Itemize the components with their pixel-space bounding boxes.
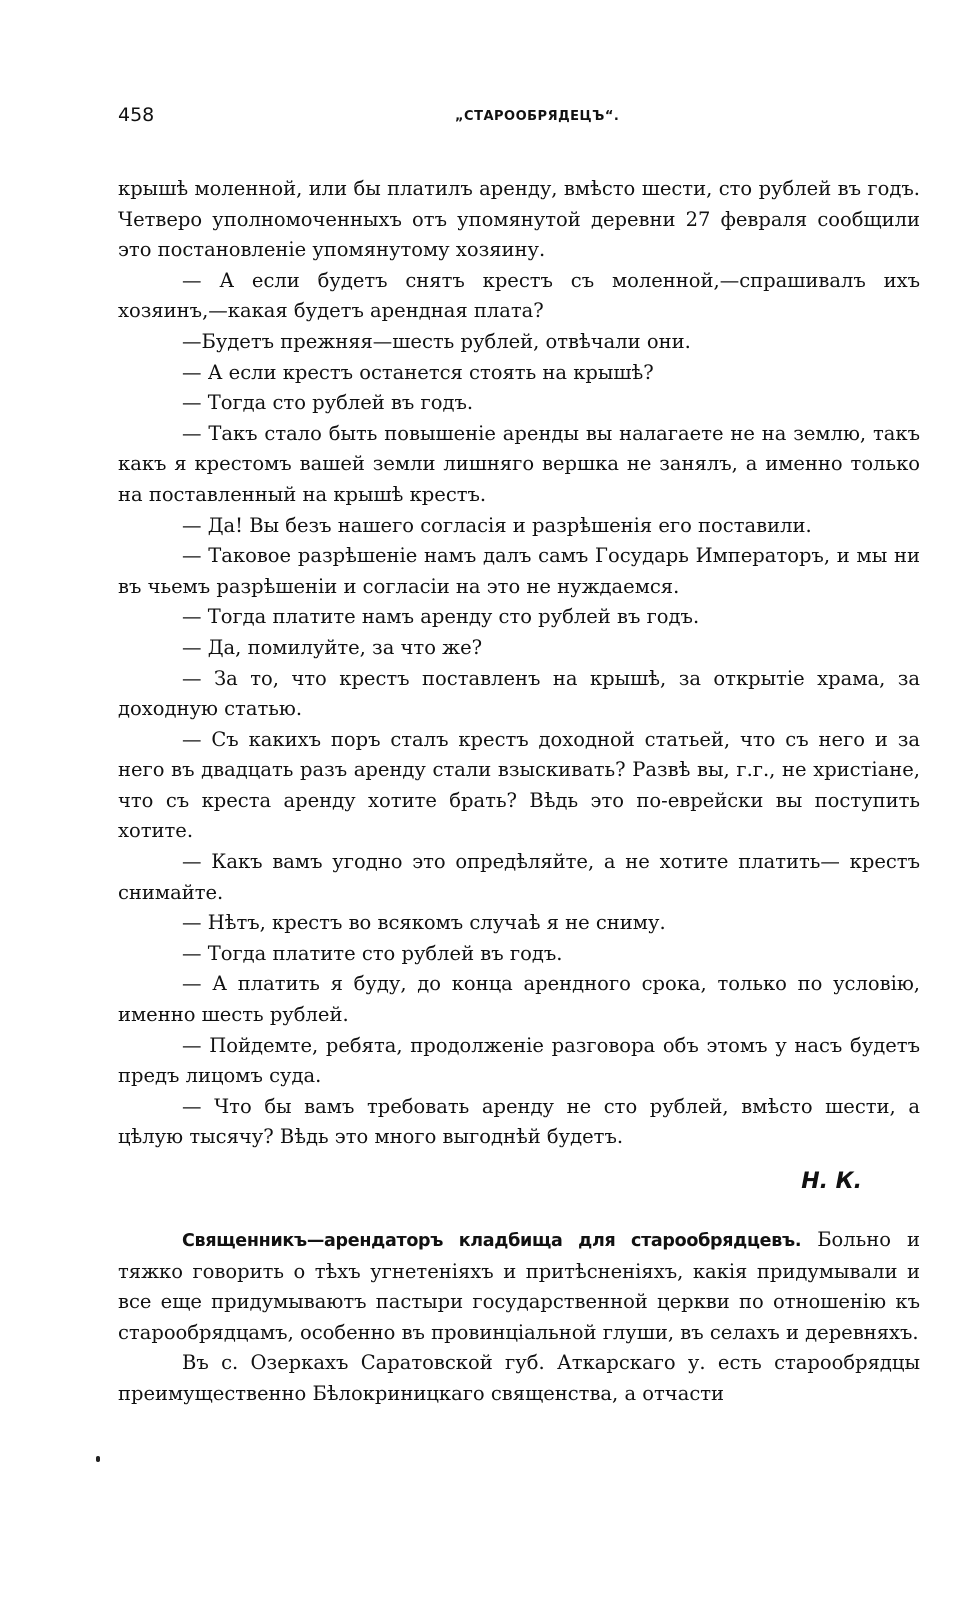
author-signature: Н. К. [801, 1169, 862, 1194]
journal-title: „СТАРООБРЯДЕЦЪ“. [455, 109, 620, 124]
running-head [118, 100, 920, 130]
dialogue-line: — Тогда платите сто рублей въ годъ. [182, 941, 563, 965]
margin-mark [96, 1456, 100, 1462]
dialogue-line: — А если крестъ останется стоять на крышѣ? [182, 360, 654, 384]
dialogue-line: —Будетъ прежняя—шесть рублей, отвѣчали они. [182, 329, 691, 353]
dialogue-line: — А платить я буду, до конца арендного срока, только по условію, именно шесть рублей. [118, 972, 920, 1027]
dialogue-line: — Тогда сто рублей въ годъ. [182, 391, 474, 415]
body-text [118, 174, 920, 1410]
dialogue-line: — Да, помилуйте, за что же? [182, 635, 483, 659]
dialogue-line: — Нѣтъ, крестъ во всякомъ случаѣ я не сниму. [182, 911, 666, 935]
paragraph: крышѣ моленной, или бы платилъ аренду, вмѣсто шести, сто рублей въ годъ. Четверо уполномоченныхъ отъ упомянутой деревни 27 февраля сообщили это постановленіе упомянутому хозяину. [118, 177, 920, 262]
dialogue-line: — Что бы вамъ требовать аренду не сто рублей, вмѣсто шести, а цѣлую тысячу? Вѣдь это много выгоднѣй будетъ. [118, 1094, 920, 1149]
page-number: 458 [118, 104, 155, 126]
book-page [118, 100, 920, 1410]
dialogue-line: — Тогда платите намъ аренду сто рублей въ годъ. [182, 605, 700, 629]
dialogue-line: — Пойдемте, ребята, продолженіе разговора объ этомъ у насъ будетъ предъ лицомъ суда. [118, 1033, 920, 1088]
section-paragraph: Въ с. Озеркахъ Саратовской губ. Аткарскаго у. есть старообрядцы преимущественно Бѣлокриницкаго священства, а отчасти [118, 1351, 920, 1405]
dialogue-line: — За то, что крестъ поставленъ на крышѣ, за открытіе храма, за доходную статью. [118, 666, 920, 721]
dialogue-line: — Таковое разрѣшеніе намъ далъ самъ Государь Императоръ, и мы ни въ чьемъ разрѣшеніи и согласіи на это не нуждаемся. [118, 544, 920, 598]
dialogue-line: — А если будетъ снятъ крестъ съ моленной,—спрашивалъ ихъ хозяинъ,—какая будетъ арендная плата? [118, 268, 920, 323]
dialogue-line: — Да! Вы безъ нашего согласія и разрѣшенія его поставили. [182, 513, 812, 537]
dialogue-line: — Съ какихъ поръ сталъ крестъ доходной статьей, что съ него и за него въ двадцать разъ аренду стали взыскивать? Развѣ вы, г.г., не христіане, что съ креста аренду хотите брать? Вѣдь это по-еврейски вы поступить хотите. [118, 727, 920, 843]
section-paragraph [118, 1225, 920, 1348]
dialogue-line: — Какъ вамъ угодно это опредѣляйте, а не хотите платить— крестъ снимайте. [118, 850, 920, 904]
section-text: Больно и тяжко говорить о тѣхъ угнетеніяхъ и притѣсненіяхъ, какія придумывали и все еще придумываютъ пастыри государственной церкви по отношенію къ старообрядцамъ, особенно въ провинціальной глуши, въ селахъ и деревняхъ. [118, 1228, 921, 1344]
dialogue-line: — Такъ стало быть повышеніе аренды вы налагаете не на землю, такъ какъ я крестомъ вашей земли лишняго вершка не занялъ, а именно только на поставленный на крышѣ крестъ. [118, 421, 920, 506]
section-lead: Священникъ—арендаторъ кладбища для старообрядцевъ. [182, 1231, 802, 1251]
